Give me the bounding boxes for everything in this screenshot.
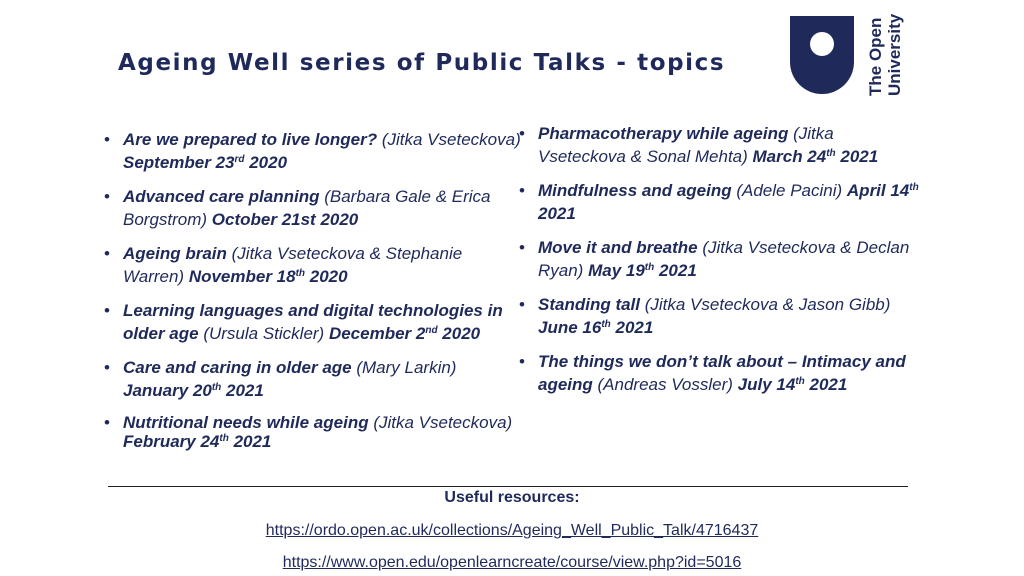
bullet: • bbox=[104, 187, 110, 206]
list-item bbox=[519, 179, 924, 225]
date: January 20th 2021 bbox=[123, 381, 264, 400]
speakers: (Jitka Vseteckova & Sonal Mehta) bbox=[538, 124, 834, 166]
speakers: (Jitka Vseteckova) bbox=[377, 130, 521, 149]
bullet: • bbox=[519, 295, 525, 314]
topic: Pharmacotherapy while ageing bbox=[538, 124, 789, 143]
speakers: (Ursula Stickler) bbox=[198, 324, 329, 343]
logo-line2: University bbox=[885, 14, 904, 96]
date: December 2nd 2020 bbox=[328, 324, 481, 343]
speakers: (Adele Pacini) bbox=[731, 181, 847, 200]
topic: Nutritional needs while ageing bbox=[123, 413, 369, 432]
date: May 19th 2021 bbox=[588, 261, 697, 280]
list-item bbox=[104, 242, 522, 288]
speakers: (Jitka Vseteckova) bbox=[368, 413, 513, 432]
list-item bbox=[104, 299, 522, 345]
bullet: • bbox=[104, 301, 110, 320]
list-item bbox=[519, 122, 924, 168]
date: September 23rd 2020 bbox=[123, 153, 288, 172]
topic: Move it and breathe bbox=[538, 238, 698, 257]
bullet: • bbox=[519, 124, 525, 143]
topic: Are we prepared to live longer? bbox=[123, 130, 378, 149]
date: February 24th 2021 bbox=[123, 432, 272, 451]
bullet: • bbox=[519, 181, 525, 200]
open-university-logo bbox=[788, 14, 908, 106]
date: June 16th 2021 bbox=[538, 318, 654, 337]
date: March 24th 2021 bbox=[752, 147, 879, 166]
list-item bbox=[104, 356, 522, 402]
date: April 14th 2021 bbox=[538, 181, 919, 223]
slide-title: Ageing Well series of Public Talks - topics bbox=[118, 50, 726, 76]
date: July 14th 2021 bbox=[737, 375, 848, 394]
topic: Mindfulness and ageing bbox=[538, 181, 732, 200]
bullet: • bbox=[519, 352, 525, 371]
left-topic-list bbox=[104, 128, 522, 462]
topic: Care and caring in older age bbox=[123, 358, 352, 377]
date: October 21st 2020 bbox=[211, 210, 359, 229]
date: November 18th 2020 bbox=[188, 267, 348, 286]
divider bbox=[108, 486, 908, 487]
resource-link-openlearn[interactable]: https://www.open.edu/openlearncreate/course/view.php?id=5016 bbox=[282, 554, 742, 571]
speakers: (Jitka Vseteckova & Declan Ryan) bbox=[538, 238, 910, 280]
topic: Standing tall bbox=[538, 295, 640, 314]
bullet: • bbox=[104, 413, 110, 432]
bullet: • bbox=[519, 238, 525, 257]
list-item bbox=[104, 185, 522, 231]
bullet: • bbox=[104, 130, 110, 149]
list-item bbox=[519, 236, 924, 282]
bullet: • bbox=[104, 358, 110, 377]
right-topic-list bbox=[519, 122, 924, 407]
topic: Ageing brain bbox=[123, 244, 227, 263]
list-item bbox=[104, 413, 522, 451]
topic: The things we don’t talk about – Intimacy and ageing bbox=[538, 352, 906, 394]
list-item bbox=[519, 293, 924, 339]
topic: Advanced care planning bbox=[123, 187, 320, 206]
list-item bbox=[104, 128, 522, 174]
speakers: (Barbara Gale & Erica Borgstrom) bbox=[123, 187, 491, 229]
logo-line1: The Open bbox=[866, 17, 885, 96]
speakers: (Andreas Vossler) bbox=[592, 375, 738, 394]
speakers: (Jitka Vseteckova & Jason Gibb) bbox=[640, 295, 891, 314]
resources-heading: Useful resources: bbox=[444, 489, 580, 506]
resource-link-ordo[interactable]: https://ordo.open.ac.uk/collections/Ageing_Well_Public_Talk/4716437 bbox=[265, 522, 759, 539]
speakers: (Mary Larkin) bbox=[351, 358, 457, 377]
speakers: (Jitka Vseteckova & Stephanie Warren) bbox=[123, 244, 463, 286]
topic: Learning languages and digital technologies in older age bbox=[123, 301, 503, 343]
bullet: • bbox=[104, 244, 110, 263]
list-item bbox=[519, 350, 924, 396]
